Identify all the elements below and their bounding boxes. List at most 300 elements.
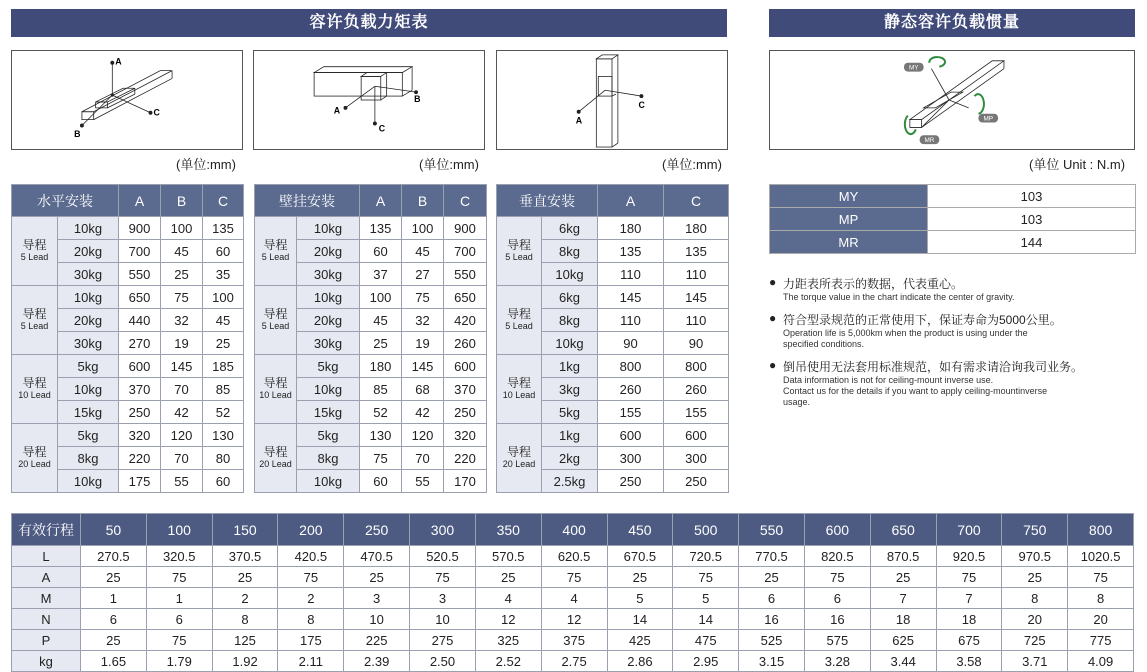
table-row <box>12 424 244 447</box>
unit-label-inertia: (单位 Unit : N.m) <box>1029 157 1126 172</box>
lead-cell <box>497 355 542 424</box>
value-cell: 1020.5 <box>1068 546 1134 567</box>
value-cell: 2.86 <box>607 651 673 672</box>
table-row <box>255 217 487 240</box>
stroke-header: 50 <box>81 514 147 546</box>
value-cell: 16 <box>804 609 870 630</box>
value-cell: 60 <box>203 240 244 263</box>
lead-label: 导程 <box>506 307 531 321</box>
lead-label-en: 5 Lead <box>505 321 533 331</box>
value-cell: 3 <box>344 588 410 609</box>
value-cell: 260 <box>598 378 664 401</box>
value-cell: 7 <box>870 588 936 609</box>
stroke-header: 550 <box>739 514 805 546</box>
load-cell: 30kg <box>58 332 119 355</box>
value-cell: 4 <box>475 588 541 609</box>
value-cell: 90 <box>664 332 729 355</box>
value-cell: 420 <box>444 309 487 332</box>
note-en: usage. <box>783 397 811 407</box>
value-cell: 25 <box>203 332 244 355</box>
stroke-header: 500 <box>673 514 739 546</box>
load-cell: 1kg <box>542 424 598 447</box>
value-cell: 25 <box>344 567 410 588</box>
lead-cell <box>255 286 297 355</box>
table-row <box>255 424 487 447</box>
stroke-header: 600 <box>804 514 870 546</box>
value-cell: 650 <box>444 286 487 309</box>
unit-label-vertical: (单位:mm) <box>662 157 722 172</box>
value-cell: 100 <box>203 286 244 309</box>
value-cell: 260 <box>444 332 487 355</box>
value-cell: 145 <box>664 286 729 309</box>
lead-label: 导程 <box>506 376 531 390</box>
bullet-icon: ● <box>769 358 777 372</box>
load-cell: 30kg <box>58 263 119 286</box>
value-cell: 145 <box>598 286 664 309</box>
horizontal-mount-table <box>11 184 244 493</box>
inertia-row-mr <box>770 231 1136 254</box>
value-cell: 325 <box>475 630 541 651</box>
value-cell: 2.50 <box>410 651 476 672</box>
table-row <box>497 355 729 378</box>
note-en: The torque value in the chart indicate the center of gravity. <box>783 292 1015 302</box>
note-cn: 倒吊使用无法套用标准规范，如有需求请洽询我司业务。 <box>783 360 1084 374</box>
lead-cell <box>12 217 58 286</box>
value-cell: 100 <box>360 286 402 309</box>
value-cell: 1.65 <box>81 651 147 672</box>
value-cell: 25 <box>360 332 402 355</box>
value-cell: 42 <box>402 401 444 424</box>
load-cell: 8kg <box>542 240 598 263</box>
value-cell: 600 <box>444 355 487 378</box>
value-cell: 120 <box>161 424 203 447</box>
header-horizontal: 水平安装 <box>12 185 119 217</box>
value-cell: 70 <box>402 447 444 470</box>
value-cell: 10 <box>344 609 410 630</box>
value-cell: 600 <box>598 424 664 447</box>
row-label: N <box>12 609 81 630</box>
value-cell: 25 <box>870 567 936 588</box>
value-cell: 32 <box>161 309 203 332</box>
value-cell: 45 <box>402 240 444 263</box>
value-cell: 75 <box>161 286 203 309</box>
stroke-header: 250 <box>344 514 410 546</box>
lead-label: 导程 <box>263 445 288 459</box>
value-cell: 370 <box>119 378 161 401</box>
value-cell: 14 <box>607 609 673 630</box>
value-cell: 3.58 <box>936 651 1002 672</box>
value-cell: 4.09 <box>1068 651 1134 672</box>
load-cell: 15kg <box>297 401 360 424</box>
lead-label-en: 10 Lead <box>502 390 536 400</box>
value-cell: 145 <box>402 355 444 378</box>
value-cell: 14 <box>673 609 739 630</box>
value-cell: 5 <box>607 588 673 609</box>
value-cell: 180 <box>598 217 664 240</box>
inertia-label-my: MY <box>909 64 919 72</box>
lead-label-en: 5 Lead <box>20 321 49 331</box>
stroke-dimension-table <box>11 513 1134 672</box>
value-cell: 16 <box>739 609 805 630</box>
table-row <box>12 609 1134 630</box>
value-cell: 675 <box>936 630 1002 651</box>
value-cell: 25 <box>607 567 673 588</box>
value-cell: 130 <box>360 424 402 447</box>
header-a: A <box>360 185 402 217</box>
load-cell: 20kg <box>58 309 119 332</box>
value-cell: 275 <box>410 630 476 651</box>
header-c: C <box>664 185 729 217</box>
lead-label: 导程 <box>22 376 47 390</box>
value-cell: 18 <box>870 609 936 630</box>
value-cell: 425 <box>607 630 673 651</box>
value-cell: 420.5 <box>278 546 344 567</box>
value-cell: 60 <box>203 470 244 493</box>
value-cell: 125 <box>212 630 278 651</box>
header-b: B <box>402 185 444 217</box>
row-label: L <box>12 546 81 567</box>
lead-cell <box>497 424 542 493</box>
value-cell: 18 <box>936 609 1002 630</box>
value-cell: 600 <box>664 424 729 447</box>
value-cell: 650 <box>119 286 161 309</box>
diagram-label-c: C <box>638 99 645 110</box>
value-cell: 75 <box>146 567 212 588</box>
note-item <box>769 311 1129 350</box>
load-cell: 10kg <box>542 332 598 355</box>
value-cell: 85 <box>203 378 244 401</box>
value-cell: 8 <box>278 609 344 630</box>
lead-label-en: 10 Lead <box>18 390 51 400</box>
inertia-row-my <box>770 185 1136 208</box>
value-cell: 52 <box>360 401 402 424</box>
inertia-label-mp: MP <box>983 115 994 123</box>
value-cell: 220 <box>119 447 161 470</box>
value-cell: 32 <box>402 309 444 332</box>
value-cell: 75 <box>410 567 476 588</box>
lead-label-en: 20 Lead <box>18 459 51 469</box>
value-cell: 185 <box>203 355 244 378</box>
value-cell: 6 <box>739 588 805 609</box>
load-cell: 20kg <box>58 240 119 263</box>
load-cell: 3kg <box>542 378 598 401</box>
load-cell: 10kg <box>297 286 360 309</box>
value-cell: 19 <box>402 332 444 355</box>
value-cell: 3.15 <box>739 651 805 672</box>
value-cell: 1.79 <box>146 651 212 672</box>
stroke-header: 300 <box>410 514 476 546</box>
load-cell: 10kg <box>297 217 360 240</box>
table-row <box>12 567 1134 588</box>
header-c: C <box>203 185 244 217</box>
value-cell: 75 <box>278 567 344 588</box>
value-cell: 320 <box>119 424 161 447</box>
value-cell: 175 <box>119 470 161 493</box>
stroke-header: 400 <box>541 514 607 546</box>
value-cell: 7 <box>936 588 1002 609</box>
value-cell: 250 <box>119 401 161 424</box>
diagram-label-a: A <box>115 56 122 67</box>
value-cell: 2 <box>278 588 344 609</box>
value-cell: 45 <box>161 240 203 263</box>
value-cell: 250 <box>664 470 729 493</box>
horizontal-mount-diagram <box>11 50 243 150</box>
load-cell: 30kg <box>297 332 360 355</box>
stroke-header: 100 <box>146 514 212 546</box>
load-cell: 2kg <box>542 447 598 470</box>
diagram-label-b: B <box>74 129 81 140</box>
bullet-icon: ● <box>769 275 777 289</box>
value-cell: 25 <box>81 567 147 588</box>
lead-label: 导程 <box>263 238 288 252</box>
value-cell: 75 <box>1068 567 1134 588</box>
value-cell: 70 <box>161 447 203 470</box>
value-cell: 135 <box>360 217 402 240</box>
value-cell: 670.5 <box>607 546 673 567</box>
value-cell: 55 <box>402 470 444 493</box>
value-cell: 68 <box>402 378 444 401</box>
inertia-label-mr: MR <box>924 137 935 145</box>
lead-label-en: 5 Lead <box>505 252 533 262</box>
value-cell: 300 <box>664 447 729 470</box>
value-cell: 55 <box>161 470 203 493</box>
stroke-header: 700 <box>936 514 1002 546</box>
inertia-table <box>769 184 1136 254</box>
vertical-mount-diagram <box>496 50 728 150</box>
value-cell: 170 <box>444 470 487 493</box>
diagram-label-c: C <box>378 123 386 134</box>
table-row <box>12 588 1134 609</box>
lead-cell <box>497 217 542 286</box>
value-cell: 260 <box>664 378 729 401</box>
row-label: kg <box>12 651 81 672</box>
lead-label-en: 10 Lead <box>259 390 292 400</box>
load-cell: 6kg <box>542 217 598 240</box>
value-cell: 25 <box>212 567 278 588</box>
value-cell: 25 <box>161 263 203 286</box>
value-cell: 25 <box>739 567 805 588</box>
inertia-key: MY <box>770 185 928 208</box>
note-item <box>769 358 1129 408</box>
stroke-header: 450 <box>607 514 673 546</box>
load-cell: 5kg <box>297 355 360 378</box>
table-row <box>255 355 487 378</box>
value-cell: 110 <box>664 309 729 332</box>
value-cell: 100 <box>402 217 444 240</box>
value-cell: 320.5 <box>146 546 212 567</box>
lead-label: 导程 <box>506 445 531 459</box>
lead-label-en: 5 Lead <box>20 252 49 262</box>
value-cell: 35 <box>203 263 244 286</box>
table-row <box>12 286 244 309</box>
value-cell: 27 <box>402 263 444 286</box>
table-row <box>497 424 729 447</box>
lead-label: 导程 <box>22 238 47 252</box>
value-cell: 620.5 <box>541 546 607 567</box>
load-cell: 20kg <box>297 240 360 263</box>
value-cell: 75 <box>146 630 212 651</box>
load-cell: 5kg <box>58 424 119 447</box>
load-cell: 10kg <box>58 378 119 401</box>
value-cell: 320 <box>444 424 487 447</box>
value-cell: 20 <box>1068 609 1134 630</box>
vertical-mount-table <box>496 184 729 493</box>
note-en: Operation life is 5,000km when the product is using under the <box>783 328 1028 338</box>
inertia-value: 103 <box>928 185 1136 208</box>
header-b: B <box>161 185 203 217</box>
value-cell: 220 <box>444 447 487 470</box>
value-cell: 520.5 <box>410 546 476 567</box>
lead-cell <box>255 217 297 286</box>
value-cell: 2.95 <box>673 651 739 672</box>
value-cell: 5 <box>673 588 739 609</box>
value-cell: 470.5 <box>344 546 410 567</box>
value-cell: 770.5 <box>739 546 805 567</box>
load-cell: 15kg <box>58 401 119 424</box>
unit-label-horizontal: (单位:mm) <box>176 157 236 172</box>
value-cell: 42 <box>161 401 203 424</box>
stroke-header: 350 <box>475 514 541 546</box>
value-cell: 75 <box>804 567 870 588</box>
diagram-label-a: A <box>333 105 341 116</box>
load-cell: 5kg <box>297 424 360 447</box>
value-cell: 8 <box>1002 588 1068 609</box>
value-cell: 475 <box>673 630 739 651</box>
note-cn: 力距表所表示的数据，代表重心。 <box>783 277 964 291</box>
lead-label-en: 5 Lead <box>261 321 290 331</box>
lead-cell <box>12 424 58 493</box>
load-cell: 8kg <box>542 309 598 332</box>
value-cell: 970.5 <box>1002 546 1068 567</box>
value-cell: 75 <box>541 567 607 588</box>
unit-label-wall: (单位:mm) <box>419 157 479 172</box>
value-cell: 525 <box>739 630 805 651</box>
load-cell: 5kg <box>542 401 598 424</box>
note-en: Contact us for the details if you want to apply ceiling-mountinverse <box>783 386 1048 396</box>
value-cell: 570.5 <box>475 546 541 567</box>
lead-label: 导程 <box>22 445 47 459</box>
value-cell: 155 <box>664 401 729 424</box>
inertia-diagram <box>769 50 1135 150</box>
value-cell: 80 <box>203 447 244 470</box>
value-cell: 700 <box>444 240 487 263</box>
load-cell: 2.5kg <box>542 470 598 493</box>
load-cell: 10kg <box>542 263 598 286</box>
note-en: Data information is not for ceiling-mount inverse use. <box>783 375 994 385</box>
value-cell: 120 <box>402 424 444 447</box>
value-cell: 25 <box>1002 567 1068 588</box>
value-cell: 700 <box>119 240 161 263</box>
value-cell: 25 <box>81 630 147 651</box>
value-cell: 12 <box>541 609 607 630</box>
value-cell: 19 <box>161 332 203 355</box>
value-cell: 100 <box>161 217 203 240</box>
value-cell: 155 <box>598 401 664 424</box>
value-cell: 70 <box>161 378 203 401</box>
value-cell: 370 <box>444 378 487 401</box>
load-cell: 5kg <box>58 355 119 378</box>
lead-label: 导程 <box>263 376 288 390</box>
value-cell: 180 <box>360 355 402 378</box>
value-cell: 8 <box>212 609 278 630</box>
value-cell: 3 <box>410 588 476 609</box>
diagram-label-c: C <box>153 107 160 118</box>
load-cell: 10kg <box>297 378 360 401</box>
load-cell: 8kg <box>58 447 119 470</box>
load-cell: 20kg <box>297 309 360 332</box>
value-cell: 37 <box>360 263 402 286</box>
header-vertical: 垂直安装 <box>497 185 598 217</box>
header-c: C <box>444 185 487 217</box>
value-cell: 250 <box>444 401 487 424</box>
value-cell: 135 <box>664 240 729 263</box>
table-row <box>255 286 487 309</box>
table-row <box>497 286 729 309</box>
value-cell: 135 <box>203 217 244 240</box>
value-cell: 870.5 <box>870 546 936 567</box>
value-cell: 25 <box>475 567 541 588</box>
value-cell: 270.5 <box>81 546 147 567</box>
value-cell: 75 <box>936 567 1002 588</box>
value-cell: 3.28 <box>804 651 870 672</box>
lead-cell <box>255 355 297 424</box>
stroke-header-label: 有效行程 <box>12 514 81 546</box>
row-label: M <box>12 588 81 609</box>
value-cell: 920.5 <box>936 546 1002 567</box>
value-cell: 300 <box>598 447 664 470</box>
lead-label-en: 5 Lead <box>261 252 290 262</box>
load-cell: 10kg <box>58 470 119 493</box>
lead-label: 导程 <box>263 307 288 321</box>
diagram-label-a: A <box>575 115 583 126</box>
lead-label-en: 20 Lead <box>502 459 536 469</box>
inertia-value: 144 <box>928 231 1136 254</box>
wall-mount-table <box>254 184 487 493</box>
value-cell: 175 <box>278 630 344 651</box>
value-cell: 1 <box>146 588 212 609</box>
value-cell: 2.11 <box>278 651 344 672</box>
load-cell: 8kg <box>297 447 360 470</box>
load-moment-title: 容许负载力矩表 <box>11 9 727 37</box>
table-row <box>12 546 1134 567</box>
table-row <box>12 651 1134 672</box>
lead-cell <box>12 286 58 355</box>
value-cell: 375 <box>541 630 607 651</box>
value-cell: 775 <box>1068 630 1134 651</box>
stroke-header: 200 <box>278 514 344 546</box>
value-cell: 75 <box>402 286 444 309</box>
value-cell: 60 <box>360 470 402 493</box>
value-cell: 820.5 <box>804 546 870 567</box>
note-item <box>769 275 1129 303</box>
value-cell: 2.52 <box>475 651 541 672</box>
inertia-key: MR <box>770 231 928 254</box>
stroke-header: 150 <box>212 514 278 546</box>
value-cell: 2 <box>212 588 278 609</box>
value-cell: 600 <box>119 355 161 378</box>
stroke-header: 650 <box>870 514 936 546</box>
stroke-header: 750 <box>1002 514 1068 546</box>
value-cell: 3.71 <box>1002 651 1068 672</box>
inertia-value: 103 <box>928 208 1136 231</box>
value-cell: 85 <box>360 378 402 401</box>
value-cell: 110 <box>598 309 664 332</box>
header-a: A <box>119 185 161 217</box>
load-cell: 30kg <box>297 263 360 286</box>
value-cell: 10 <box>410 609 476 630</box>
inertia-key: MP <box>770 208 928 231</box>
value-cell: 6 <box>804 588 870 609</box>
